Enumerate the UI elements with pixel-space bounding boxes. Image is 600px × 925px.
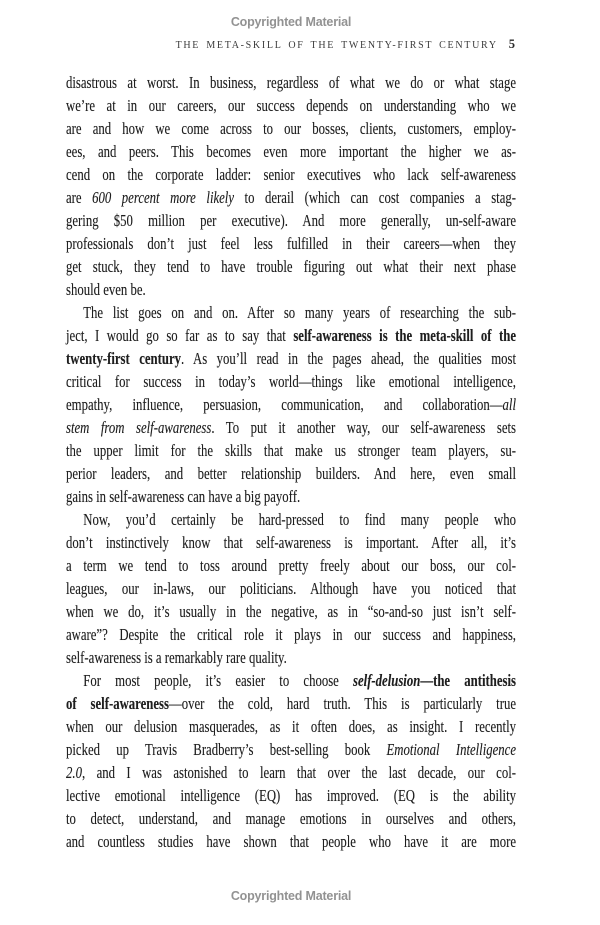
text-line: stem from self-awareness. To put it another way, our self-awareness sets — [66, 418, 516, 437]
text-line: professionals don’t just feel less fulfilled in their careers—when they — [66, 234, 516, 253]
text-line: disastrous at worst. In business, regardless of what we do or what stage — [66, 73, 516, 92]
text-line: don’t instinctively know that self-awareness is important. After all, it’s — [66, 533, 516, 552]
text-line: cend on the corporate ladder: senior executives who lack self-awareness — [66, 165, 516, 184]
running-head-title: THE META-SKILL OF THE TWENTY-FIRST CENTURY — [175, 40, 498, 51]
text-line: when we do, it’s usually in the negative, as in “so-and-so just isn’t self- — [66, 602, 516, 621]
running-head — [176, 37, 515, 52]
text-line: are 600 percent more likely to derail (which can cost companies a stag- — [66, 188, 516, 207]
text-line: gains in self-awareness can have a big payoff. — [66, 487, 301, 506]
text-line: empathy, influence, persuasion, communication, and collaboration—all — [66, 395, 516, 414]
text-line: a term we tend to toss around pretty freely about our boss, our col- — [66, 556, 516, 575]
text-line: picked up Travis Bradberry’s best-selling book Emotional Intelligence — [66, 740, 516, 759]
text-line: we’re at in our careers, our success depends on understanding who we — [66, 96, 516, 115]
text-line: Now, you’d certainly be hard-pressed to find many people who — [83, 510, 516, 529]
text-line: 2.0, and I was astonished to learn that over the last decade, our col- — [66, 763, 516, 782]
text-line: are and how we come across to our bosses, clients, customers, employ- — [66, 119, 516, 138]
text-line: and countless studies have shown that people who have it are more — [66, 832, 516, 851]
text-line: aware”? Despite the critical role it plays in our success and happiness, — [66, 625, 516, 644]
text-line: of self-awareness—over the cold, hard truth. This is particularly true — [66, 694, 516, 713]
text-line: leagues, our in-laws, our politicians. Although have you noticed that — [66, 579, 516, 598]
text-line: to detect, understand, and manage emotions in ourselves and others, — [66, 809, 516, 828]
text-line: twenty-first century. As you’ll read in the pages ahead, the qualities most — [66, 349, 516, 368]
text-line: For most people, it’s easier to choose self-delusion—the antithesis — [83, 671, 516, 690]
text-line: lective emotional intelligence (EQ) has improved. (EQ is the ability — [66, 786, 516, 805]
text-line: when our delusion masquerades, as it often does, as insight. I recently — [66, 717, 516, 736]
text-line: ject, I would go so far as to say that self-awareness is the meta-skill of the — [66, 326, 516, 345]
copyright-notice-bottom: Copyrighted Material — [230, 889, 352, 903]
text-line: The list goes on and on. After so many years of researching the sub- — [83, 303, 516, 322]
text-line: ees, and peers. This becomes even more important the higher we as- — [66, 142, 516, 161]
text-line: get stuck, they tend to have trouble figuring out what their next phase — [66, 257, 516, 276]
text-line: the upper limit for the skills that make us stronger team players, su- — [66, 441, 516, 460]
copyright-notice-top: Copyrighted Material — [230, 15, 352, 29]
text-line: perior leaders, and better relationship builders. And here, even small — [66, 464, 516, 483]
text-line: should even be. — [66, 280, 146, 299]
text-line: self-awareness is a remarkably rare quality. — [66, 648, 287, 667]
text-line: gering $50 million per executive). And more generally, un-self-aware — [66, 211, 516, 230]
page-number: 5 — [508, 37, 515, 51]
body-text — [66, 71, 516, 853]
text-line: critical for success in today’s world—things like emotional intelligence, — [66, 372, 516, 391]
